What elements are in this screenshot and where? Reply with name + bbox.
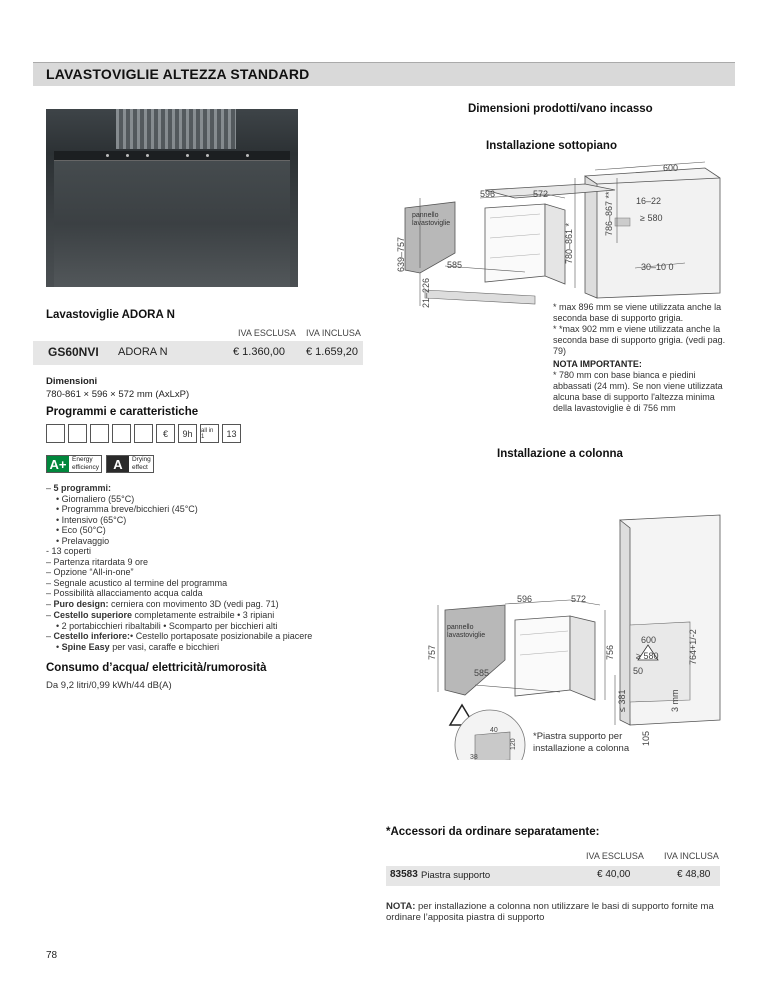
acc-note-bold: NOTA: bbox=[386, 901, 416, 912]
accessories-title: *Accessori da ordinare separatamente: bbox=[386, 826, 600, 838]
col-dim-40: 40 bbox=[490, 727, 498, 734]
col-dim-50: 50 bbox=[633, 666, 644, 676]
list-item: • Eco (50°C) bbox=[56, 525, 106, 535]
col-dim-105: 105 bbox=[641, 730, 651, 746]
energy-badge bbox=[46, 455, 102, 473]
dim-580: ≥ 580 bbox=[640, 213, 663, 223]
list-item: • Intensivo (65°C) bbox=[56, 514, 127, 525]
col-panel-label: pannello lavastoviglie bbox=[447, 624, 486, 639]
list-item: – Opzione “All-in-one” bbox=[46, 567, 134, 577]
dry-icon bbox=[134, 424, 153, 443]
glass-icon bbox=[68, 424, 87, 443]
plate-note: *Piastra supporto per installazione a colonna bbox=[533, 731, 630, 754]
place-settings-icon: 13 bbox=[222, 424, 241, 443]
list-item: – 5 programmi: bbox=[46, 483, 112, 493]
dim-21-226: 21–226 bbox=[421, 277, 431, 308]
dimensions-title: Dimensioni prodotti/vano incasso bbox=[468, 103, 653, 115]
energy-letter: A+ bbox=[47, 456, 69, 472]
list-item: • 2 portabicchieri ribaltabili • Scomparto per bicchieri alti bbox=[56, 620, 278, 631]
product-name: ADORA N bbox=[118, 346, 168, 358]
acc-name: Piastra supporto bbox=[421, 870, 491, 881]
price-inc: € 1.659,20 bbox=[306, 346, 358, 358]
page-title: LAVASTOVIGLIE ALTEZZA STANDARD bbox=[46, 66, 310, 82]
price-col-inc: IVA INCLUSA bbox=[306, 328, 361, 338]
price-ex: € 1.360,00 bbox=[233, 346, 285, 358]
acc-note-text: per installazione a colonna non utilizzare le basi di supporto fornite ma ordinare l’apposita piastra di supporto bbox=[386, 901, 714, 923]
under-counter-diagram bbox=[385, 158, 725, 308]
list-item: • Spine Easy per vasi, caraffe e bicchieri bbox=[56, 641, 220, 652]
product-code: GS60NVI bbox=[48, 345, 99, 359]
col-dim-600: 600 bbox=[641, 635, 657, 645]
timer-icon: 9h bbox=[178, 424, 197, 443]
dim-585: 585 bbox=[447, 260, 463, 270]
dim-30-10: 30–10 0 bbox=[641, 262, 674, 272]
list-item: – Segnale acustico al termine del programma bbox=[46, 577, 228, 588]
dim-639-757: 639–757 bbox=[396, 236, 406, 272]
page-number: 78 bbox=[46, 950, 58, 961]
drying-letter: A bbox=[107, 456, 129, 472]
list-item: – Puro design: cerniera con movimento 3D (vedi pag. 71) bbox=[46, 598, 279, 609]
dim-572: 572 bbox=[533, 189, 549, 199]
drying-text: Drying effect bbox=[132, 456, 151, 471]
col-dim-3mm: 3 mm bbox=[670, 689, 680, 712]
col-dim-764: 764+1/-2 bbox=[688, 629, 698, 665]
dims-title: Dimensioni bbox=[46, 376, 98, 387]
col-dim-38: 38 bbox=[470, 754, 478, 761]
col-dim-381: ≤ 381 bbox=[617, 689, 627, 712]
acc-price-inc: € 48,80 bbox=[677, 869, 711, 880]
baskets-list bbox=[46, 610, 376, 652]
acc-price-ex: € 40,00 bbox=[597, 869, 631, 880]
panel-label: pannello lavastoviglie bbox=[412, 212, 451, 227]
dim-16-22: 16–22 bbox=[636, 196, 662, 206]
dim-600: 600 bbox=[663, 163, 679, 173]
col-dim-580: ≥ 580 bbox=[636, 651, 659, 661]
spray-icon bbox=[112, 424, 131, 443]
important-text: * 780 mm con base bianca e piedini abbassati (24 mm). Se non viene utilizzata alcuna base di supporto l'altezza minima della lavastoviglie è di 756 mm bbox=[553, 370, 723, 413]
energy-text: Energy efficiency bbox=[72, 456, 99, 471]
dim-596: 596 bbox=[480, 189, 496, 199]
programs-list bbox=[46, 483, 376, 609]
consumption-title: Consumo d’acqua/ elettricità/rumorosità bbox=[46, 662, 267, 674]
col-dim-585: 585 bbox=[474, 668, 490, 678]
list-item: – Cestello superiore completamente estraibile • 3 ripiani bbox=[46, 610, 275, 620]
note-1: * max 896 mm se viene utilizzata anche la seconda base di supporto grigia. bbox=[553, 302, 722, 323]
under-counter-title: Installazione sottopiano bbox=[486, 140, 617, 152]
programs-title: Programmi e caratteristiche bbox=[46, 406, 199, 418]
note-2: * *max 902 mm e viene utilizzata anche la seconda base di supporto grigia. (vedi pag. 79) bbox=[553, 324, 726, 356]
drying-badge bbox=[106, 455, 154, 473]
acc-col-inc: IVA INCLUSA bbox=[664, 851, 719, 861]
eco-icon: € bbox=[156, 424, 175, 443]
dim-780-861: 780–861 * bbox=[564, 222, 574, 264]
list-item: • Prelavaggio bbox=[56, 535, 110, 546]
list-item: – Possibilità allacciamento acqua calda bbox=[46, 588, 203, 598]
col-dim-756: 756 bbox=[605, 644, 615, 660]
feature-icons bbox=[46, 424, 241, 443]
acc-col-ex: IVA ESCLUSA bbox=[586, 851, 644, 861]
list-item: • Programma breve/bicchieri (45°C) bbox=[56, 504, 198, 514]
energy-labels bbox=[46, 455, 154, 473]
acc-note bbox=[386, 901, 722, 923]
col-dim-572: 572 bbox=[571, 594, 587, 604]
column-title: Installazione a colonna bbox=[497, 448, 623, 460]
consumption-value: Da 9,2 litri/0,99 kWh/44 dB(A) bbox=[46, 680, 172, 691]
dim-786-867: 786–867 ** bbox=[604, 191, 614, 236]
dishes-icon bbox=[46, 424, 65, 443]
col-dim-120: 120 bbox=[510, 738, 517, 750]
pot-icon bbox=[90, 424, 109, 443]
list-item: - 13 coperti bbox=[46, 546, 92, 556]
acc-code: 83583 bbox=[390, 869, 418, 880]
col-dim-757: 757 bbox=[427, 644, 437, 660]
product-title: Lavastoviglie ADORA N bbox=[46, 309, 175, 321]
product-photo bbox=[46, 109, 298, 287]
list-item: – Cestello inferiore:• Cestello portaposate posizionabile a piacere bbox=[46, 631, 313, 641]
col-dim-596: 596 bbox=[517, 594, 533, 604]
dims-value: 780-861 × 596 × 572 mm (AxLxP) bbox=[46, 389, 190, 400]
list-item: • Giornaliero (55°C) bbox=[56, 493, 135, 504]
all-in-one-icon: all in 1 bbox=[200, 424, 219, 443]
price-col-ex: IVA ESCLUSA bbox=[238, 328, 296, 338]
list-item: – Partenza ritardata 9 ore bbox=[46, 556, 149, 567]
important-title: NOTA IMPORTANTE: bbox=[553, 359, 642, 369]
